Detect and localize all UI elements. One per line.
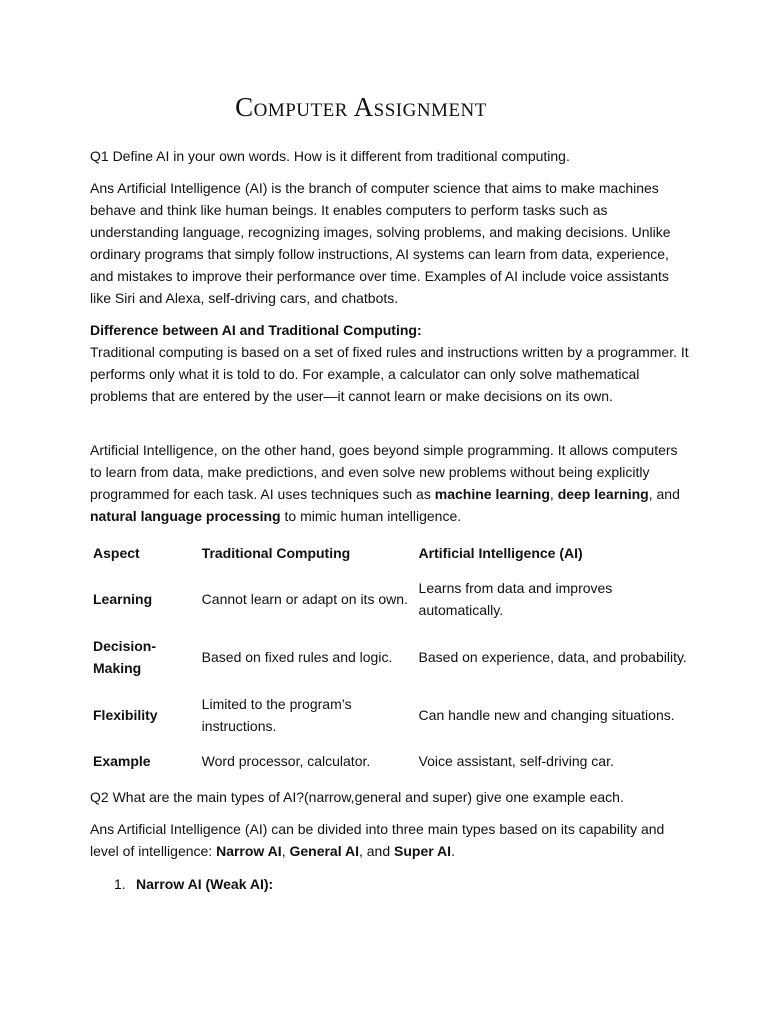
table-cell-aspect: Learning — [93, 591, 153, 607]
table-cell: Cannot learn or adapt on its own. — [201, 591, 408, 607]
ai-paragraph-text: to mimic human intelligence. — [280, 508, 462, 524]
table-cell: Voice assistant, self-driving car. — [418, 753, 614, 769]
list-item — [114, 873, 273, 895]
table-header: Aspect — [93, 545, 140, 561]
term-super-ai: Super AI — [394, 843, 452, 859]
ai-paragraph-text: , and — [648, 486, 680, 502]
table-cell-aspect: Decision-Making — [93, 638, 157, 676]
ai-paragraph — [90, 439, 690, 527]
answer-2-text: , and — [358, 843, 395, 859]
difference-text: Traditional computing is based on a set of fixed rules and instructions written by a programmer. It performs only what it is told to do. For example, a calculator can only solve mathematical problems that are entered by the user—it cannot learn or make decisions on its own. — [90, 344, 689, 404]
table-row — [90, 570, 690, 628]
question-2: Q2 What are the main types of AI?(narrow,general and super) give one example each. — [90, 789, 624, 805]
answer-1: Ans Artificial Intelligence (AI) is the branch of computer science that aims to make machines behave and think like human beings. It enables computers to perform tasks such as understanding language, recognizing images, solving problems, and making decisions. Unlike ordinary programs that simply follow instructions, AI systems can learn from data, experience, and mistakes to improve their performance over time. Examples of AI include voice assistants like Siri and Alexa, self-driving cars, and chatbots. — [90, 180, 671, 306]
comparison-table — [90, 536, 690, 778]
table-row — [90, 628, 690, 686]
question-1: Q1 Define AI in your own words. How is it different from traditional computing. — [90, 148, 570, 164]
answer-2 — [90, 818, 690, 862]
table-header: Traditional Computing — [201, 545, 351, 561]
answer-2-text: , — [281, 843, 290, 859]
table-header-row — [90, 536, 690, 570]
difference-heading: Difference between AI and Traditional Computing: — [90, 322, 422, 338]
table-cell-aspect: Example — [93, 753, 151, 769]
table-row — [90, 744, 690, 778]
table-header: Artificial Intelligence (AI) — [418, 545, 583, 561]
table-cell: Learns from data and improves automatically. — [418, 580, 613, 618]
table-row — [90, 686, 690, 744]
table-cell-aspect: Flexibility — [93, 707, 158, 723]
term-deep-learning: deep learning — [557, 486, 649, 502]
table-cell: Based on fixed rules and logic. — [201, 649, 393, 665]
table-cell: Limited to the program’s instructions. — [201, 696, 352, 734]
term-narrow-ai: Narrow AI — [216, 843, 282, 859]
term-general-ai: General AI — [289, 843, 359, 859]
table-cell: Word processor, calculator. — [201, 753, 371, 769]
list-item-text: Narrow AI (Weak AI): — [136, 876, 274, 892]
ai-paragraph-text: , — [549, 486, 558, 502]
term-nlp: natural language processing — [90, 508, 281, 524]
table-cell: Can handle new and changing situations. — [418, 707, 675, 723]
answer-2-text: Ans Artificial Intelligence (AI) can be divided into three main types based on its capability and level of intelligence: — [90, 821, 665, 859]
table-cell: Based on experience, data, and probability. — [418, 649, 687, 665]
list-number: 1. — [114, 876, 126, 892]
document-title: Computer Assignment — [235, 92, 487, 122]
difference-section — [90, 319, 690, 407]
ai-paragraph-text: Artificial Intelligence, on the other hand, goes beyond simple programming. It allows computers to learn from data, make predictions, and even solve new problems without being explicitly programmed for each task. AI uses techniques such as — [90, 442, 678, 502]
answer-2-text: . — [451, 843, 455, 859]
term-machine-learning: machine learning — [434, 486, 550, 502]
